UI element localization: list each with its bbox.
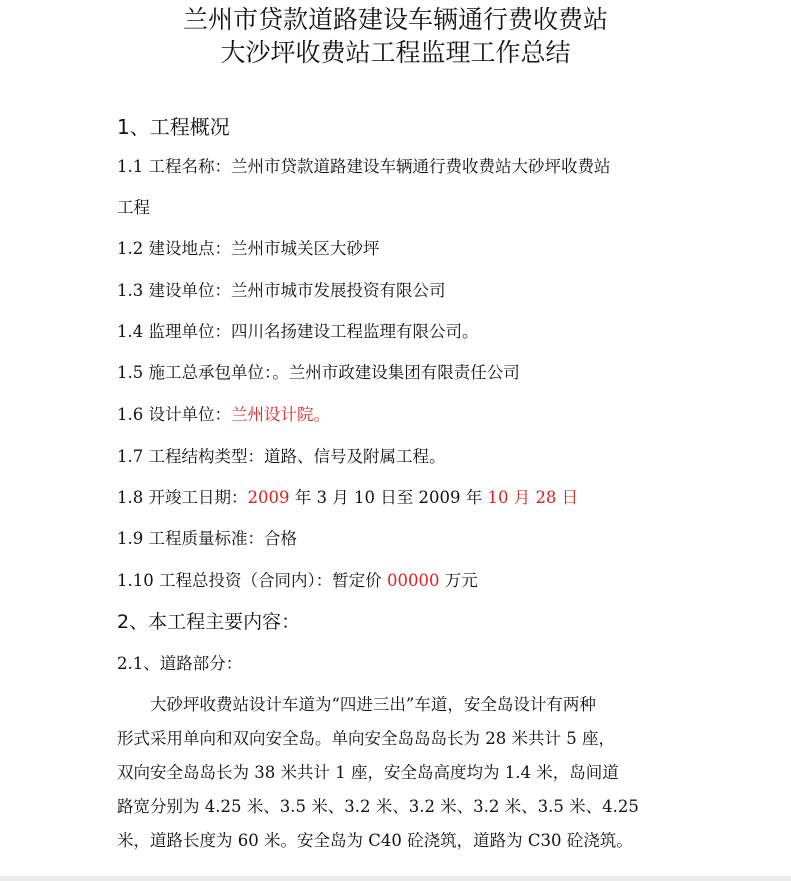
item-1-8 (117, 486, 578, 510)
item-1-8-end-date: 10 月 28 日 (487, 488, 579, 507)
item-1-9 (117, 527, 297, 551)
item-1-7-value: 道路、信号及附属工程。 (264, 447, 446, 466)
document-title-line-2: 大沙坪收费站工程监理工作总结 (220, 38, 571, 67)
subsection-2-1-heading: 2.1、道路部分： (117, 654, 243, 673)
document-title-line-1: 兰州市贷款道路建设车辆通行费收费站 (182, 5, 608, 34)
item-1-1-wrap: 工程 (117, 198, 150, 217)
item-1-8-label: 1.8 开竣工日期： (117, 488, 248, 507)
item-1-1 (117, 155, 611, 179)
item-1-7-label: 1.7 工程结构类型： (117, 447, 264, 466)
paragraph-line: 大砂坪收费站设计车道为“四进三出”车道，安全岛设计有两种 (117, 695, 596, 714)
item-1-3-value: 兰州市城市发展投资有限公司 (231, 281, 446, 300)
item-1-2-label: 1.2 建设地点： (117, 239, 231, 258)
section-1-heading: 1、工程概况 (117, 115, 230, 139)
paragraph-line: 米，道路长度为 60 米。安全岛为 C40 砼浇筑，道路为 C30 砼浇筑。 (117, 831, 633, 850)
item-1-4 (117, 320, 479, 344)
item-1-5 (117, 361, 520, 385)
paragraph-line: 形式采用单向和双向安全岛。单向安全岛岛岛长为 28 米共计 5 座， (117, 729, 615, 748)
item-1-10 (117, 569, 478, 593)
section-2-heading: 2、本工程主要内容： (117, 611, 301, 633)
item-1-4-value: 四川名扬建设工程监理有限公司。 (231, 322, 479, 341)
item-1-5-label: 1.5 施工总承包单位： (117, 363, 273, 382)
item-1-6 (117, 403, 330, 427)
item-1-1-label: 1.1 工程名称： (117, 157, 231, 176)
item-1-9-label: 1.9 工程质量标准： (117, 529, 264, 548)
paragraph-line: 路宽分别为 4.25 米、3.5 米、3.2 米、3.2 米、3.2 米、3.5 米、4.25 (117, 797, 639, 816)
item-1-4-label: 1.4 监理单位： (117, 322, 231, 341)
item-1-2-value: 兰州市城关区大砂坪 (231, 239, 380, 258)
item-1-1-value: 兰州市贷款道路建设车辆通行费收费站大砂坪收费站 (231, 157, 611, 176)
item-1-10-label: 1.10 工程总投资（合同内）：暂定价 (117, 571, 387, 590)
paragraph-line: 双向安全岛岛长为 38 米共计 1 座，安全岛高度均为 1.4 米，岛间道 (117, 763, 619, 782)
item-1-2 (117, 237, 380, 261)
item-1-9-value: 合格 (264, 529, 297, 548)
item-1-8-start-year: 2009 (247, 488, 290, 507)
item-1-5-value: 。兰州市政建设集团有限责任公司 (272, 363, 520, 382)
item-1-6-value: 兰州设计院。 (231, 405, 330, 424)
item-1-8-middle: 年 3 月 10 日至 2009 年 (289, 488, 488, 507)
item-1-7 (117, 445, 446, 469)
page-bottom-edge (0, 876, 791, 881)
item-1-3-label: 1.3 建设单位： (117, 281, 231, 300)
item-1-6-label: 1.6 设计单位： (117, 405, 231, 424)
item-1-3 (117, 279, 446, 303)
item-1-10-amount: 00000 (386, 571, 440, 590)
item-1-10-unit: 万元 (439, 571, 478, 590)
